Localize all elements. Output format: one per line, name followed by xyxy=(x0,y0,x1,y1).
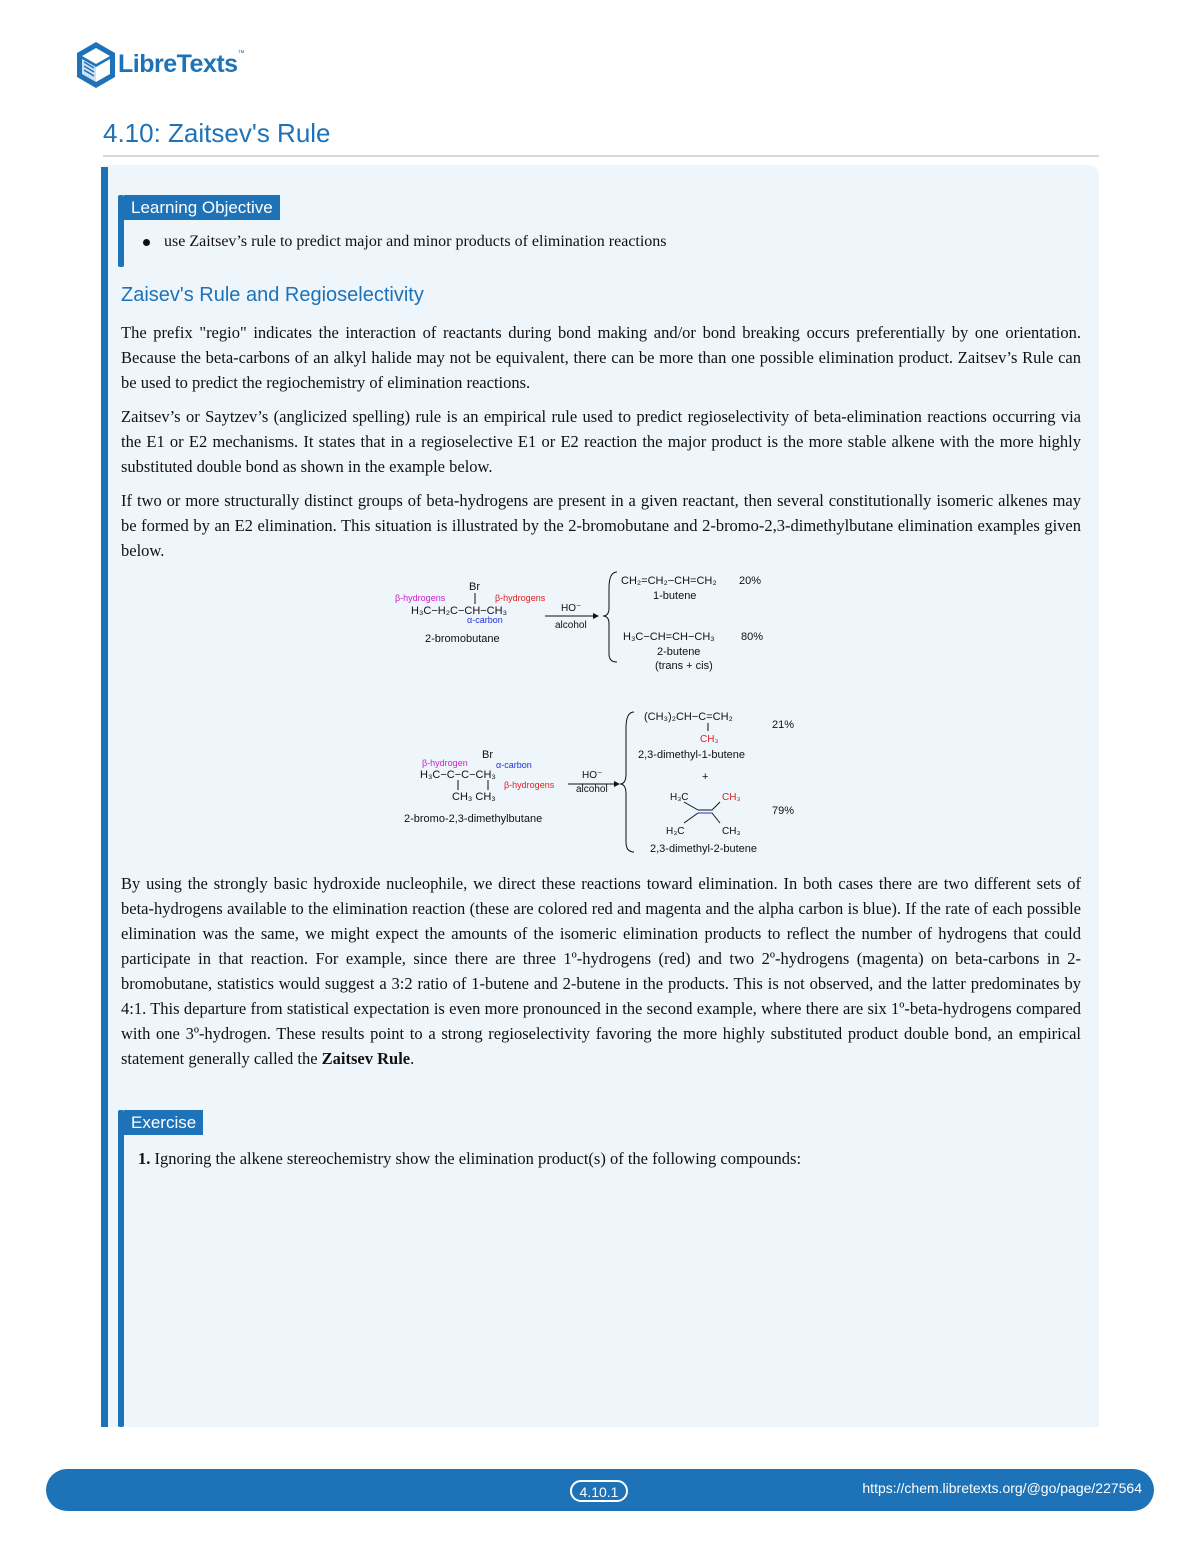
reaction-scheme-2-bromo-2-3-dimethylbutane xyxy=(400,706,810,858)
paragraph-1: The prefix "regio" indicates the interaction of reactants during bond making and/or bond breaking occurs preferentially by one orientation. Because the beta-carbons of an alkyl halide may not be equivalent, there can be more than one possible elimination product. Zaitsev’s Rule can be used to predict the regiochemistry of elimination reactions. xyxy=(121,323,1081,392)
content-panel-accent xyxy=(101,167,108,1427)
libretexts-cube-icon xyxy=(74,40,118,90)
page-title: 4.10: Zaitsev's Rule xyxy=(103,118,331,148)
scheme1-reactant-formula: H₃C−H₂C−CH−CH₃ xyxy=(411,605,508,617)
section-heading: Zaisev's Rule and Regioselectivity xyxy=(121,284,424,306)
scheme1-alpha: α-carbon xyxy=(467,615,503,625)
scheme1-product2-note: (trans + cis) xyxy=(655,660,713,672)
scheme2-product1-pct: 21% xyxy=(772,719,795,731)
scheme2-plus: + xyxy=(702,771,709,783)
exercise-accent xyxy=(118,1110,124,1427)
zaitsev-rule-term: Zaitsev Rule xyxy=(321,1049,411,1068)
learning-objective-item xyxy=(143,233,667,251)
footer-url-link[interactable]: https://chem.libretexts.org/@go/page/227564 xyxy=(862,1480,1142,1496)
exercise-question: 1. Ignoring the alkene stereochemistry show the elimination product(s) of the following compounds: xyxy=(138,1149,802,1168)
bullet-icon xyxy=(143,239,150,246)
scheme1-reagent: HO⁻ xyxy=(561,603,582,614)
scheme2-product2-group-1: H₃C xyxy=(670,792,689,803)
scheme2-reagent: HO⁻ xyxy=(582,770,603,781)
scheme1-product2: H₃C−CH=CH−CH₃ xyxy=(623,631,715,643)
scheme1-product2-name: 2-butene xyxy=(657,646,701,658)
scheme1-product2-pct: 80% xyxy=(741,631,764,643)
scheme2-product2-name: 2,3-dimethyl-2-butene xyxy=(650,843,758,855)
learning-objective-label: Learning Objective xyxy=(124,195,280,220)
scheme1-br: Br xyxy=(469,581,480,593)
scheme1-solvent: alcohol xyxy=(555,620,587,631)
scheme2-reactant-formula: H₃C−C−C−CH₃ xyxy=(420,769,496,781)
scheme1-product1-pct: 20% xyxy=(739,575,762,587)
scheme2-reactant-methyls: CH₃ CH₃ xyxy=(452,791,496,803)
scheme2-product1: (CH₃)₂CH−C=CH₂ xyxy=(644,711,733,723)
reaction-scheme-2-bromobutane xyxy=(395,568,795,678)
scheme2-br: Br xyxy=(482,749,493,761)
scheme1-beta-right: β-hydrogens xyxy=(495,593,546,603)
scheme2-product2-pct: 79% xyxy=(772,805,795,817)
scheme2-alpha: α-carbon xyxy=(496,760,532,770)
exercise-label: Exercise xyxy=(124,1110,203,1135)
scheme2-product2-group-2: CH₃ xyxy=(722,792,741,803)
scheme1-product1-name: 1-butene xyxy=(653,590,697,602)
title-divider xyxy=(103,155,1099,157)
scheme2-solvent: alcohol xyxy=(576,784,608,795)
scheme2-product2-group-4: CH₃ xyxy=(722,826,741,837)
brand-name: LibreTexts™ xyxy=(118,50,245,78)
scheme2-product2-group-3: H₃C xyxy=(666,826,685,837)
paragraph-3: If two or more structurally distinct groups of beta-hydrogens are present in a given reactant, then several constitutionally isomeric alkenes may be formed by an E2 elimination. This situation is illustrated by the 2-bromobutane and 2-bromo-2,3-dimethylbutane elimination examples given below. xyxy=(121,491,1081,560)
learning-objective-text: use Zaitsev’s rule to predict major and minor products of elimination reactions xyxy=(164,233,667,250)
libretexts-logo[interactable] xyxy=(74,40,274,92)
paragraph-4: By using the strongly basic hydroxide nucleophile, we direct these reactions toward elimination. In both cases there are two different sets of beta-hydrogens available to the elimination reaction (these are colored red and magenta and the alpha carbon is blue). If the rate of each possible elimination was the same, we might expect the amounts of the isomeric elimination products to reflect the number of hydrogens that could participate in that reaction. For example, since there are three 1º-hydrogens (red) and two 2º-hydrogens (magenta) on beta-carbons in 2-bromobutane, statistics would suggest a 3:2 ratio of 1-butene and 2-butene in the products. This is not observed, and the latter predominates by 4:1. This departure from statistical expectation is even more pronounced in the second example, where there are six 1º-beta-hydrogens compared with one 3º-hydrogen. These results point to a strong regioselectivity favoring the more highly substituted product double bond, an empirical statement generally called the Zaitsev Rule. xyxy=(121,874,1081,1068)
scheme2-beta-right: β-hydrogens xyxy=(504,780,555,790)
scheme1-product1: CH₂=CH₂−CH=CH₂ xyxy=(621,575,717,587)
scheme2-reactant-name: 2-bromo-2,3-dimethylbutane xyxy=(404,813,543,825)
scheme2-product1-name: 2,3-dimethyl-1-butene xyxy=(638,749,746,761)
page-number: 4.10.1 xyxy=(570,1480,628,1502)
scheme2-beta-left: β-hydrogen xyxy=(422,758,468,768)
scheme1-reactant-name: 2-bromobutane xyxy=(425,633,500,645)
scheme2-product1-sub: CH₃ xyxy=(700,734,719,745)
paragraph-2: Zaitsev’s or Saytzev’s (anglicized spelling) rule is an empirical rule used to predict regioselectivity of beta-elimination reactions occurring via the E1 or E2 mechanisms. It states that in a regioselective E1 or E2 reaction the major product is the more stable alkene with the more highly substituted double bond as shown in the example below. xyxy=(121,407,1081,476)
scheme1-beta-left: β-hydrogens xyxy=(395,593,446,603)
